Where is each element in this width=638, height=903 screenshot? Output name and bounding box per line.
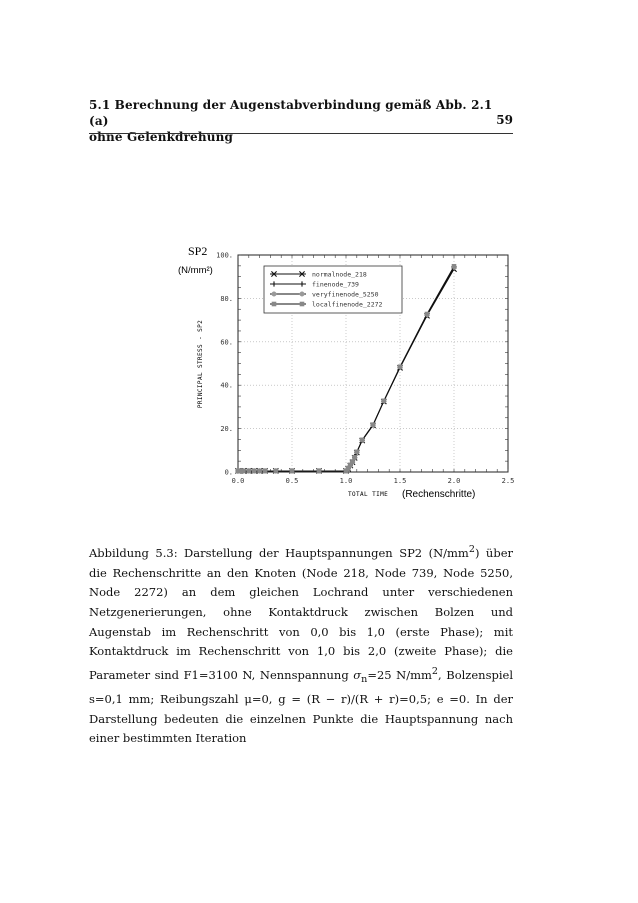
caption-sigma: σ bbox=[353, 667, 362, 682]
legend-label: finenode_739 bbox=[312, 280, 359, 289]
caption-sup1: 2 bbox=[468, 544, 475, 555]
page-number: 59 bbox=[496, 113, 513, 127]
y-tick-label: 40. bbox=[220, 381, 233, 390]
legend-label: localfinenode_2272 bbox=[312, 300, 383, 309]
data-point-square bbox=[360, 438, 365, 443]
x-axis-label: TOTAL TIME bbox=[348, 491, 389, 498]
y-tick-label: 80. bbox=[220, 294, 233, 303]
data-point-square bbox=[300, 302, 305, 307]
header-rule bbox=[89, 133, 513, 134]
data-point-square bbox=[252, 469, 257, 474]
caption-part1-rest: ) über die Rechenschritte an den Knoten (Node 218, Node 739, Node 5250, Node 2272) an dem gleichen Lochrand unter verschiedenen Netzgenerierungen, ohne Kontaktdruck zwischen Bolzen und Augenstab im Rechenschritt von 0,0 bis 1,0 (erste Phase); mit Kontaktdruck im Rechenschritt von 1,0 bis 2,0 (zweite Phase); die Parameter sind F1=3100 N, Nennspannung bbox=[89, 545, 513, 682]
figure-chart bbox=[150, 240, 530, 500]
y-tick-label: 0. bbox=[224, 468, 233, 477]
data-point-circle bbox=[272, 292, 276, 296]
x-unit: (Rechenschritte) bbox=[402, 489, 476, 500]
data-point-square bbox=[352, 455, 357, 460]
chart-svg bbox=[150, 240, 530, 500]
x-tick-label: 0.5 bbox=[285, 477, 299, 485]
x-tick-label: 1.0 bbox=[339, 477, 353, 485]
x-tick-label: 2.5 bbox=[501, 477, 515, 485]
y-axis-label: PRINCIPAL STRESS - SP2 bbox=[197, 319, 204, 409]
section-title-line1: 5.1 Berechnung der Augenstabverbindung gemäß Abb. 2.1 (a) bbox=[89, 98, 493, 128]
caption-part2-rest: , Bolzenspiel s=0,1 mm; Reibungszahl μ=0, g = (R − r)/(R + r)=0,5; e =0. In der Darstellung bedeuten die einzelnen Punkte die Hauptspannung nach einer bestimmten Iteration bbox=[89, 667, 513, 746]
figure-caption bbox=[89, 540, 513, 749]
data-point-square bbox=[263, 469, 268, 474]
x-tick-label: 1.5 bbox=[393, 477, 407, 485]
x-tick-label: 0.0 bbox=[231, 477, 245, 485]
caption-text bbox=[89, 540, 513, 749]
data-point-square bbox=[452, 264, 457, 269]
y-tick-label: 20. bbox=[220, 425, 233, 434]
chart-legend bbox=[264, 266, 402, 313]
data-point-square bbox=[355, 450, 360, 455]
data-point-square bbox=[241, 469, 246, 474]
data-point-square bbox=[257, 469, 262, 474]
data-point-square bbox=[290, 469, 295, 474]
y-tick-label: 60. bbox=[220, 338, 233, 347]
caption-sup2: 2 bbox=[431, 666, 439, 678]
caption-sigma-sub: n bbox=[361, 674, 368, 686]
data-point-square bbox=[371, 422, 376, 427]
page-header bbox=[89, 97, 513, 145]
y-tick-label: 100. bbox=[216, 251, 233, 260]
caption-part1: Abbildung 5.3: Darstellung der Hauptspannungen SP2 (N/mm bbox=[89, 545, 469, 560]
legend-label: veryfinenode_5250 bbox=[312, 290, 379, 299]
data-point-square bbox=[272, 302, 277, 307]
data-point-square bbox=[425, 312, 430, 317]
section-title-line2: ohne Gelenkdrehung bbox=[89, 130, 233, 144]
data-point-square bbox=[274, 469, 279, 474]
data-point-square bbox=[398, 364, 403, 369]
x-tick-label: 2.0 bbox=[447, 477, 461, 485]
legend-label: normalnode_218 bbox=[312, 270, 367, 279]
y-title: SP2 bbox=[188, 244, 208, 258]
data-point-square bbox=[247, 469, 252, 474]
data-point-square bbox=[317, 469, 322, 474]
data-point-square bbox=[382, 399, 387, 404]
y-unit: (N/mm²) bbox=[178, 265, 213, 276]
data-point-circle bbox=[300, 292, 304, 296]
data-point-square bbox=[350, 459, 355, 464]
caption-part2: =25 N/mm bbox=[367, 667, 432, 682]
